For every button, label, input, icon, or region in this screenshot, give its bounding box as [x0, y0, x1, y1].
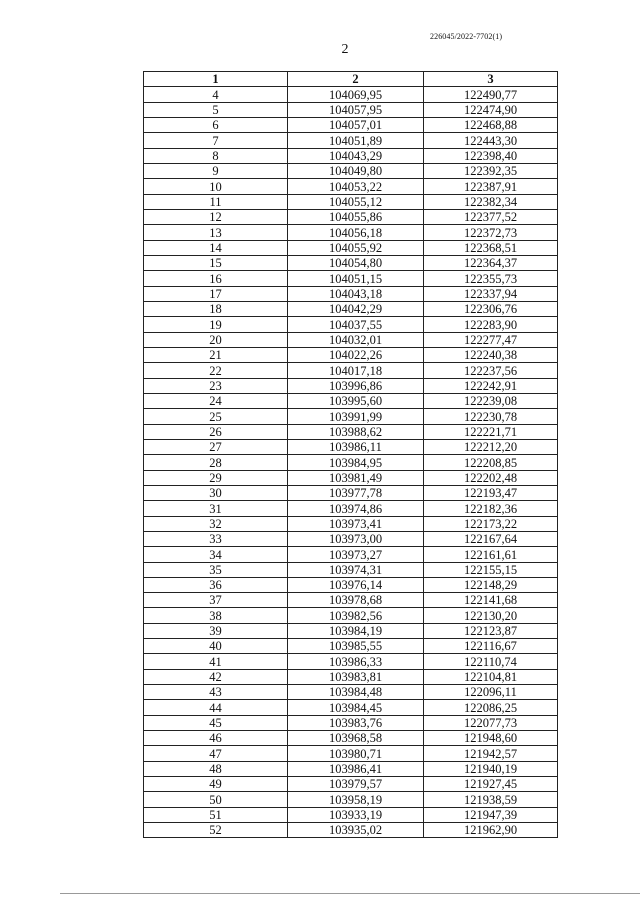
cell-point-number: 52 — [144, 823, 288, 838]
cell-point-number: 29 — [144, 470, 288, 485]
cell-point-number: 21 — [144, 347, 288, 362]
cell-point-number: 17 — [144, 286, 288, 301]
cell-x-coordinate: 104043,18 — [288, 286, 424, 301]
cell-point-number: 36 — [144, 577, 288, 592]
cell-point-number: 42 — [144, 669, 288, 684]
cell-point-number: 43 — [144, 685, 288, 700]
table-row — [144, 117, 558, 132]
table-row — [144, 700, 558, 715]
cell-y-coordinate: 122130,20 — [424, 608, 558, 623]
cell-y-coordinate: 121948,60 — [424, 731, 558, 746]
table-row — [144, 715, 558, 730]
page-number: 2 — [341, 42, 349, 57]
cell-point-number: 31 — [144, 501, 288, 516]
cell-x-coordinate: 104055,12 — [288, 194, 424, 209]
page-bottom-rule — [60, 893, 640, 894]
table-row — [144, 209, 558, 224]
cell-x-coordinate: 104057,95 — [288, 102, 424, 117]
table-row — [144, 393, 558, 408]
cell-y-coordinate: 122490,77 — [424, 87, 558, 102]
table-row — [144, 409, 558, 424]
table-row — [144, 439, 558, 454]
cell-y-coordinate: 122337,94 — [424, 286, 558, 301]
cell-point-number: 39 — [144, 623, 288, 638]
cell-y-coordinate: 122167,64 — [424, 531, 558, 546]
header-row — [144, 72, 558, 87]
table-row — [144, 271, 558, 286]
cell-point-number: 9 — [144, 163, 288, 178]
cell-point-number: 50 — [144, 792, 288, 807]
cell-y-coordinate: 122221,71 — [424, 424, 558, 439]
table-row — [144, 531, 558, 546]
table-row — [144, 87, 558, 102]
cell-x-coordinate: 104043,29 — [288, 148, 424, 163]
cell-y-coordinate: 122104,81 — [424, 669, 558, 684]
cell-x-coordinate: 103973,41 — [288, 516, 424, 531]
cell-point-number: 48 — [144, 761, 288, 776]
cell-x-coordinate: 104057,01 — [288, 117, 424, 132]
table-row — [144, 378, 558, 393]
cell-x-coordinate: 103979,57 — [288, 777, 424, 792]
cell-x-coordinate: 104053,22 — [288, 179, 424, 194]
table-row — [144, 807, 558, 822]
cell-y-coordinate: 122123,87 — [424, 623, 558, 638]
cell-x-coordinate: 103995,60 — [288, 393, 424, 408]
table-row — [144, 317, 558, 332]
table-row — [144, 746, 558, 761]
cell-point-number: 34 — [144, 547, 288, 562]
cell-point-number: 30 — [144, 485, 288, 500]
table-row — [144, 455, 558, 470]
cell-y-coordinate: 122468,88 — [424, 117, 558, 132]
cell-x-coordinate: 103996,86 — [288, 378, 424, 393]
cell-x-coordinate: 103935,02 — [288, 823, 424, 838]
cell-y-coordinate: 122306,76 — [424, 301, 558, 316]
table-row — [144, 562, 558, 577]
cell-y-coordinate: 121927,45 — [424, 777, 558, 792]
table-header — [144, 72, 558, 87]
table-row — [144, 255, 558, 270]
header-cell-x: 2 — [288, 72, 424, 87]
cell-y-coordinate: 122240,38 — [424, 347, 558, 362]
cell-x-coordinate: 103973,27 — [288, 547, 424, 562]
cell-point-number: 16 — [144, 271, 288, 286]
table-row — [144, 470, 558, 485]
cell-x-coordinate: 104069,95 — [288, 87, 424, 102]
cell-x-coordinate: 104042,29 — [288, 301, 424, 316]
cell-point-number: 27 — [144, 439, 288, 454]
cell-point-number: 7 — [144, 133, 288, 148]
cell-y-coordinate: 122208,85 — [424, 455, 558, 470]
table-row — [144, 685, 558, 700]
cell-x-coordinate: 103991,99 — [288, 409, 424, 424]
cell-point-number: 38 — [144, 608, 288, 623]
table-row — [144, 823, 558, 838]
cell-x-coordinate: 104055,86 — [288, 209, 424, 224]
cell-point-number: 12 — [144, 209, 288, 224]
cell-y-coordinate: 122277,47 — [424, 332, 558, 347]
cell-point-number: 23 — [144, 378, 288, 393]
cell-point-number: 18 — [144, 301, 288, 316]
cell-point-number: 37 — [144, 593, 288, 608]
cell-y-coordinate: 122364,37 — [424, 255, 558, 270]
cell-x-coordinate: 103984,45 — [288, 700, 424, 715]
cell-point-number: 15 — [144, 255, 288, 270]
cell-x-coordinate: 103973,00 — [288, 531, 424, 546]
table-row — [144, 332, 558, 347]
cell-x-coordinate: 103977,78 — [288, 485, 424, 500]
cell-y-coordinate: 122141,68 — [424, 593, 558, 608]
cell-y-coordinate: 122392,35 — [424, 163, 558, 178]
table-row — [144, 608, 558, 623]
cell-y-coordinate: 122148,29 — [424, 577, 558, 592]
cell-y-coordinate: 122173,22 — [424, 516, 558, 531]
cell-point-number: 40 — [144, 639, 288, 654]
cell-x-coordinate: 103985,55 — [288, 639, 424, 654]
cell-point-number: 14 — [144, 240, 288, 255]
cell-x-coordinate: 103968,58 — [288, 731, 424, 746]
cell-x-coordinate: 104056,18 — [288, 225, 424, 240]
cell-x-coordinate: 104032,01 — [288, 332, 424, 347]
table-row — [144, 102, 558, 117]
cell-x-coordinate: 103986,41 — [288, 761, 424, 776]
table-row — [144, 547, 558, 562]
cell-x-coordinate: 103983,81 — [288, 669, 424, 684]
table-row — [144, 777, 558, 792]
cell-point-number: 10 — [144, 179, 288, 194]
cell-point-number: 22 — [144, 363, 288, 378]
cell-y-coordinate: 122474,90 — [424, 102, 558, 117]
cell-y-coordinate: 122086,25 — [424, 700, 558, 715]
table-row — [144, 347, 558, 362]
cell-point-number: 32 — [144, 516, 288, 531]
cell-y-coordinate: 122242,91 — [424, 378, 558, 393]
cell-point-number: 24 — [144, 393, 288, 408]
cell-y-coordinate: 122398,40 — [424, 148, 558, 163]
table-row — [144, 485, 558, 500]
table-row — [144, 301, 558, 316]
cell-y-coordinate: 121938,59 — [424, 792, 558, 807]
cell-x-coordinate: 104049,80 — [288, 163, 424, 178]
cell-x-coordinate: 103984,48 — [288, 685, 424, 700]
cell-x-coordinate: 103988,62 — [288, 424, 424, 439]
table-row — [144, 363, 558, 378]
cell-x-coordinate: 103982,56 — [288, 608, 424, 623]
cell-x-coordinate: 104037,55 — [288, 317, 424, 332]
cell-y-coordinate: 122202,48 — [424, 470, 558, 485]
cell-x-coordinate: 103986,33 — [288, 654, 424, 669]
header-cell-y: 3 — [424, 72, 558, 87]
cell-point-number: 4 — [144, 87, 288, 102]
table-row — [144, 225, 558, 240]
cell-y-coordinate: 121942,57 — [424, 746, 558, 761]
cell-x-coordinate: 103984,95 — [288, 455, 424, 470]
cell-y-coordinate: 122355,73 — [424, 271, 558, 286]
cell-point-number: 8 — [144, 148, 288, 163]
table-row — [144, 163, 558, 178]
table-row — [144, 501, 558, 516]
cell-x-coordinate: 103958,19 — [288, 792, 424, 807]
cell-point-number: 11 — [144, 194, 288, 209]
cell-x-coordinate: 103974,86 — [288, 501, 424, 516]
cell-y-coordinate: 121962,90 — [424, 823, 558, 838]
cell-x-coordinate: 104051,15 — [288, 271, 424, 286]
table-row — [144, 792, 558, 807]
cell-x-coordinate: 103981,49 — [288, 470, 424, 485]
cell-y-coordinate: 122077,73 — [424, 715, 558, 730]
cell-x-coordinate: 103974,31 — [288, 562, 424, 577]
cell-x-coordinate: 103986,11 — [288, 439, 424, 454]
cell-x-coordinate: 104051,89 — [288, 133, 424, 148]
cell-point-number: 28 — [144, 455, 288, 470]
cell-point-number: 25 — [144, 409, 288, 424]
coordinates-table — [143, 71, 558, 838]
table-row — [144, 133, 558, 148]
cell-x-coordinate: 103933,19 — [288, 807, 424, 822]
cell-x-coordinate: 104022,26 — [288, 347, 424, 362]
table-row — [144, 424, 558, 439]
cell-x-coordinate: 103984,19 — [288, 623, 424, 638]
header-cell-point-number: 1 — [144, 72, 288, 87]
cell-x-coordinate: 103976,14 — [288, 577, 424, 592]
cell-point-number: 51 — [144, 807, 288, 822]
cell-point-number: 20 — [144, 332, 288, 347]
cell-y-coordinate: 121940,19 — [424, 761, 558, 776]
table-row — [144, 240, 558, 255]
cell-x-coordinate: 104017,18 — [288, 363, 424, 378]
cell-point-number: 19 — [144, 317, 288, 332]
table-row — [144, 593, 558, 608]
cell-point-number: 47 — [144, 746, 288, 761]
cell-point-number: 5 — [144, 102, 288, 117]
table-row — [144, 148, 558, 163]
document-reference-number: 226045/2022-7702(1) — [430, 32, 503, 41]
cell-y-coordinate: 122377,52 — [424, 209, 558, 224]
cell-x-coordinate: 103983,76 — [288, 715, 424, 730]
cell-point-number: 46 — [144, 731, 288, 746]
table-row — [144, 194, 558, 209]
table-row — [144, 731, 558, 746]
table-row — [144, 623, 558, 638]
table-body — [144, 87, 558, 838]
cell-x-coordinate: 104054,80 — [288, 255, 424, 270]
cell-y-coordinate: 122096,11 — [424, 685, 558, 700]
cell-x-coordinate: 103980,71 — [288, 746, 424, 761]
cell-point-number: 35 — [144, 562, 288, 577]
table-row — [144, 639, 558, 654]
cell-y-coordinate: 122239,08 — [424, 393, 558, 408]
cell-y-coordinate: 122155,15 — [424, 562, 558, 577]
cell-y-coordinate: 122193,47 — [424, 485, 558, 500]
cell-y-coordinate: 122110,74 — [424, 654, 558, 669]
cell-x-coordinate: 103978,68 — [288, 593, 424, 608]
cell-y-coordinate: 122237,56 — [424, 363, 558, 378]
table-row — [144, 577, 558, 592]
cell-x-coordinate: 104055,92 — [288, 240, 424, 255]
cell-point-number: 41 — [144, 654, 288, 669]
cell-point-number: 26 — [144, 424, 288, 439]
cell-y-coordinate: 122368,51 — [424, 240, 558, 255]
cell-point-number: 44 — [144, 700, 288, 715]
cell-y-coordinate: 122182,36 — [424, 501, 558, 516]
cell-y-coordinate: 121947,39 — [424, 807, 558, 822]
cell-y-coordinate: 122230,78 — [424, 409, 558, 424]
table-row — [144, 761, 558, 776]
cell-y-coordinate: 122161,61 — [424, 547, 558, 562]
cell-y-coordinate: 122443,30 — [424, 133, 558, 148]
table-row — [144, 179, 558, 194]
table-row — [144, 654, 558, 669]
cell-y-coordinate: 122283,90 — [424, 317, 558, 332]
cell-point-number: 45 — [144, 715, 288, 730]
table-row — [144, 669, 558, 684]
cell-point-number: 49 — [144, 777, 288, 792]
table-row — [144, 516, 558, 531]
cell-y-coordinate: 122387,91 — [424, 179, 558, 194]
cell-point-number: 6 — [144, 117, 288, 132]
cell-point-number: 13 — [144, 225, 288, 240]
cell-y-coordinate: 122372,73 — [424, 225, 558, 240]
cell-y-coordinate: 122382,34 — [424, 194, 558, 209]
cell-y-coordinate: 122212,20 — [424, 439, 558, 454]
cell-y-coordinate: 122116,67 — [424, 639, 558, 654]
cell-point-number: 33 — [144, 531, 288, 546]
table-row — [144, 286, 558, 301]
